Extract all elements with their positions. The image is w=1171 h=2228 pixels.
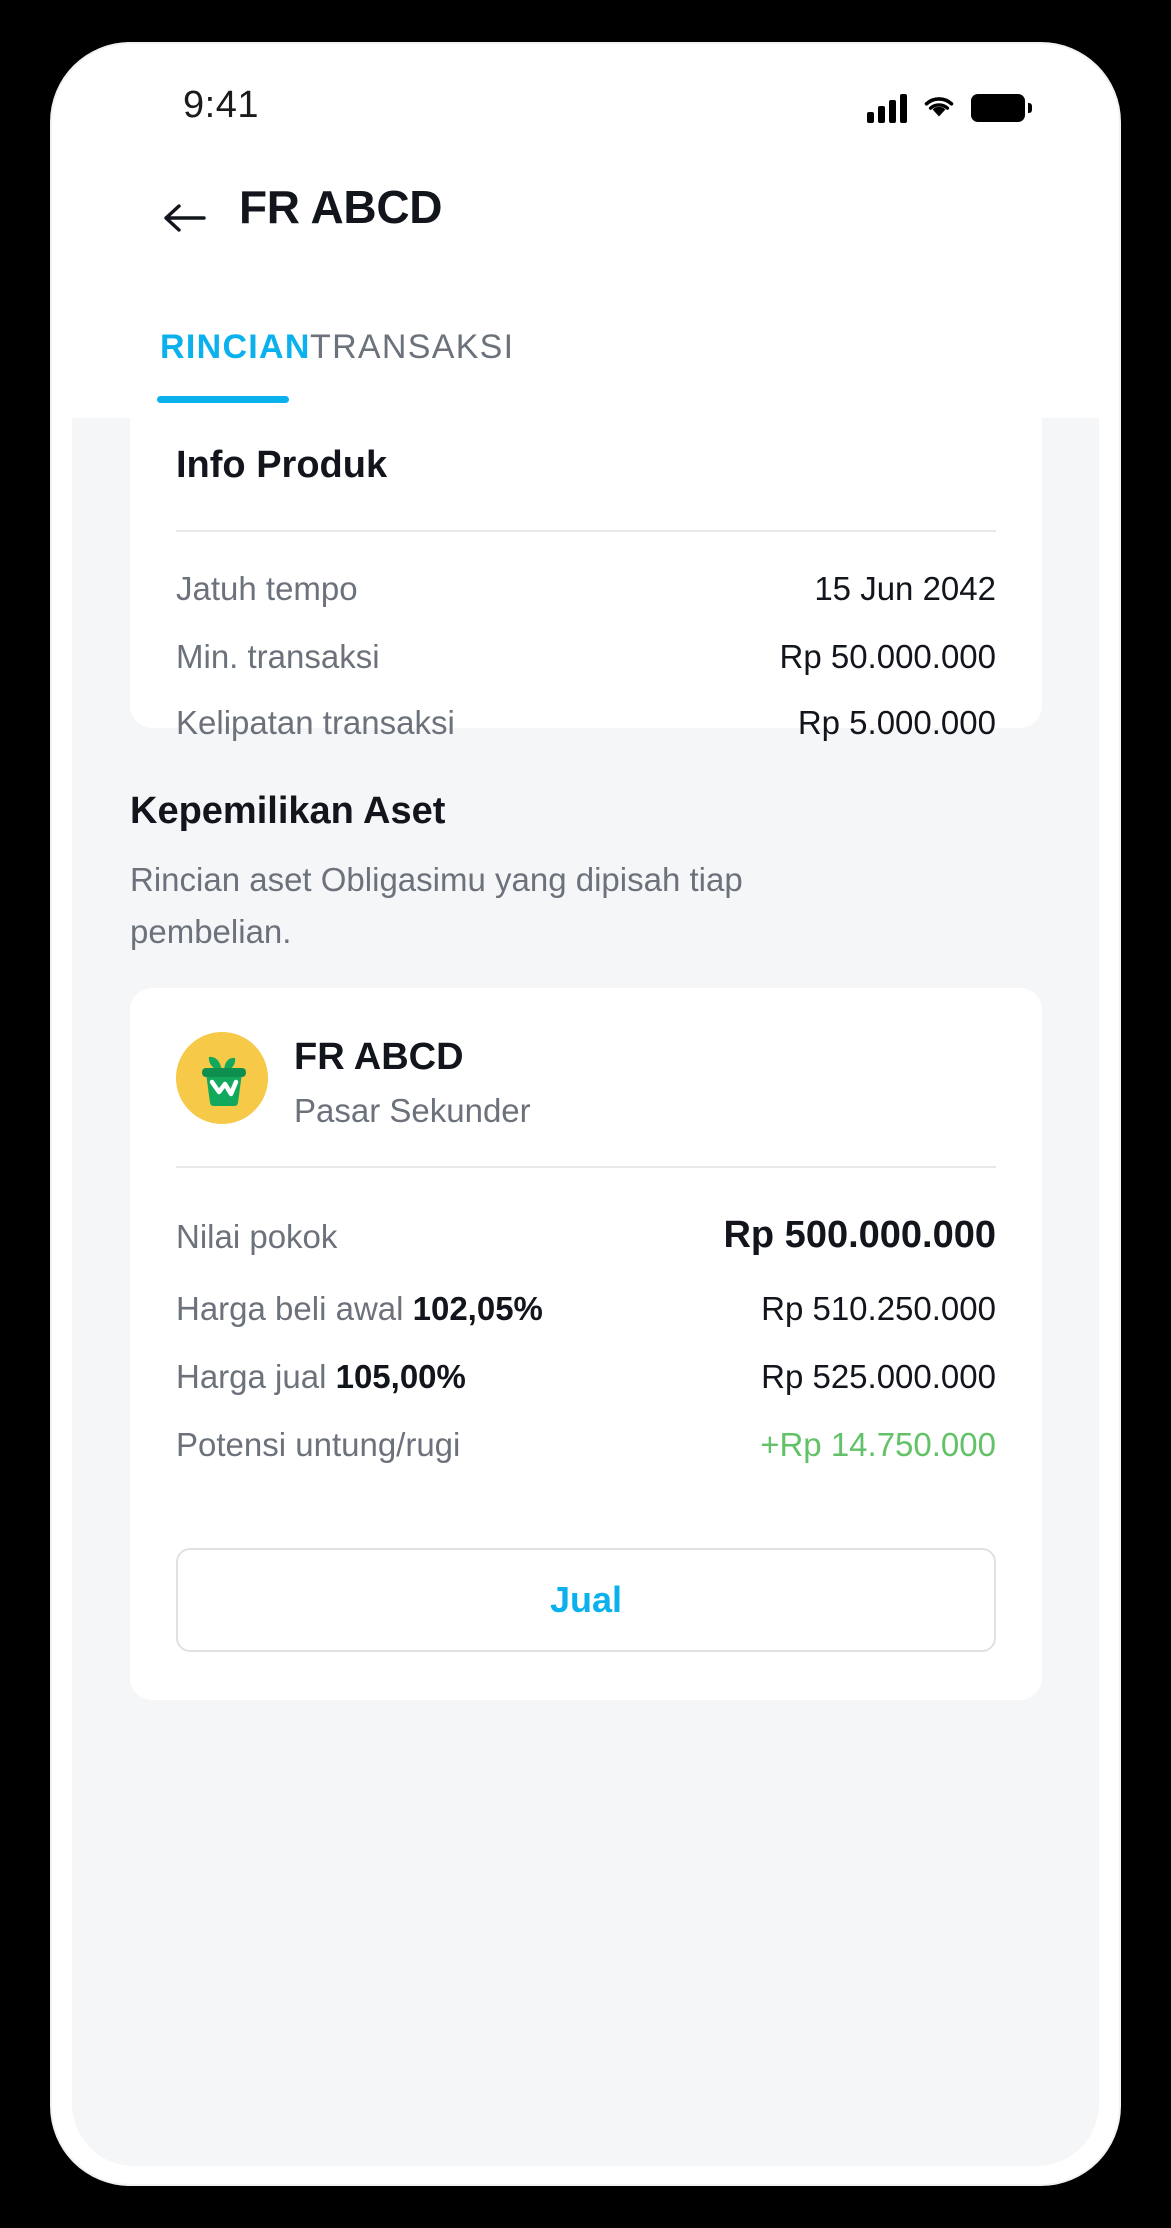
status-time: 9:41: [183, 84, 259, 126]
signal-icon: [867, 93, 907, 123]
asset-row-value: Rp 500.000.000: [723, 1214, 996, 1256]
info-row-key: Min. transaksi: [176, 638, 380, 675]
phone-screen: [72, 62, 1099, 2166]
back-arrow-icon: [162, 202, 206, 234]
asset-row-key: Harga jual 105,00%: [176, 1358, 466, 1395]
info-produk-title: Info Produk: [176, 444, 388, 486]
page-title: FR ABCD: [239, 181, 443, 233]
asset-row-key: Nilai pokok: [176, 1218, 338, 1255]
asset-market: Pasar Sekunder: [294, 1092, 531, 1129]
info-row-key: Jatuh tempo: [176, 570, 358, 607]
asset-row-key: Harga beli awal 102,05%: [176, 1290, 543, 1327]
table-row: [176, 1426, 996, 1480]
table-row: [176, 704, 996, 756]
asset-divider: [176, 1166, 996, 1168]
sell-button[interactable]: Jual: [176, 1548, 996, 1652]
info-produk-card: [130, 418, 1042, 741]
info-row-value: Rp 5.000.000: [797, 704, 996, 741]
status-icons: [867, 88, 1025, 128]
tab-active-indicator: [157, 396, 289, 403]
kepemilikan-subtitle: Rincian aset Obligasimu yang dipisah tiap pembelian.: [130, 861, 743, 950]
tab-rincian[interactable]: RINCIAN: [160, 328, 311, 366]
phone-frame: [52, 44, 1119, 2184]
tab-bar: [72, 310, 1099, 418]
table-row: [176, 570, 996, 622]
kepemilikan-heading: Kepemilikan Aset: [130, 790, 446, 832]
back-button[interactable]: [152, 186, 216, 250]
battery-icon: [971, 94, 1025, 122]
asset-row-value: Rp 510.250.000: [761, 1290, 996, 1327]
info-row-key: Kelipatan transaksi: [176, 704, 455, 741]
table-row: [176, 1358, 996, 1412]
table-row: [176, 638, 996, 690]
tab-transaksi[interactable]: TRANSAKSI: [310, 328, 515, 366]
status-bar: [72, 62, 1099, 158]
asset-card: [130, 988, 1042, 1700]
info-row-value: 15 Jun 2042: [814, 570, 996, 607]
table-row: [176, 1290, 996, 1344]
app-header: [72, 158, 1099, 290]
info-row-value: Rp 50.000.000: [779, 638, 996, 675]
asset-row-value-profit: +Rp 14.750.000: [760, 1426, 996, 1463]
table-row: [176, 1214, 996, 1272]
wifi-icon: [921, 92, 957, 125]
asset-name: FR ABCD: [294, 1036, 464, 1078]
info-divider: [176, 530, 996, 532]
bond-basket-icon: [176, 1032, 268, 1124]
asset-row-value: Rp 525.000.000: [761, 1358, 996, 1395]
content-scroll-area[interactable]: [72, 418, 1099, 2166]
asset-row-key: Potensi untung/rugi: [176, 1426, 461, 1463]
